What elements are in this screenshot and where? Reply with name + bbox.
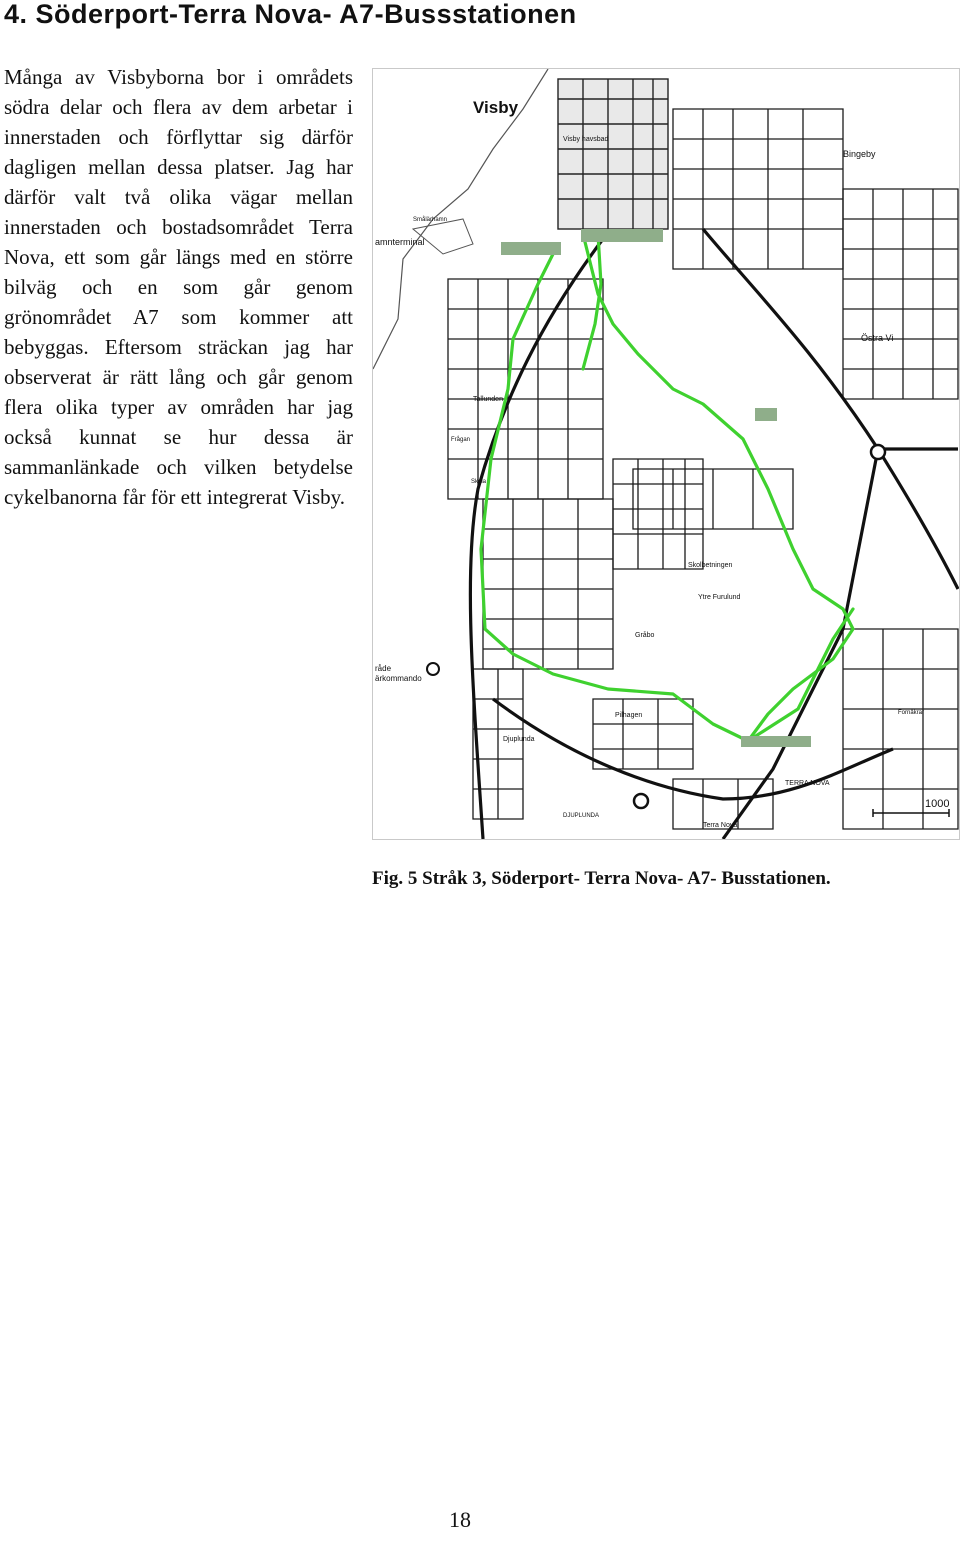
map-label-tallunden: Tallunden bbox=[473, 396, 503, 403]
map-label-djuplunda: Djuplunda bbox=[503, 736, 535, 743]
map-label-pilhagen: Pilhagen bbox=[615, 712, 643, 719]
map-label-arkommando: ärkommando bbox=[375, 674, 422, 683]
body-paragraph: Många av Visbyborna bor i områdets södra delar och flera av dem arbetar i innerstaden och förflyttar sig därför dagligen mellan dessa platser. Jag har därför valt två olika vägar mellan innerstaden och bostadsområdet Terra Nova, ett som går längs med en större bilväg och en som går genom grönområdet A7 som kommer att bebyggas. Eftersom sträckan jag har observerat är rätt lång och går genom flera olika typer av områden har jag också kunnat se hur dessa är sammanlänkade och vilken betydelse cykelbanorna får för ett integrerat Visby. bbox=[4, 65, 353, 509]
roundabout-west bbox=[427, 663, 439, 675]
scale-label: 1000 bbox=[925, 798, 950, 810]
map-label-fragan: Frågan bbox=[451, 437, 471, 443]
section-heading: 4. Söderport-Terra Nova- A7-Bussstationen bbox=[4, 0, 577, 29]
map-label-ytre-furulund: Ytre Furulund bbox=[698, 594, 741, 601]
map-label-rade: råde bbox=[375, 664, 392, 673]
scale-bar bbox=[873, 798, 949, 817]
figure-caption: Fig. 5 Stråk 3, Söderport- Terra Nova- A7- Busstationen. bbox=[372, 868, 831, 889]
map-label-bingeby: Bingeby bbox=[843, 149, 876, 159]
map-label-grabo: Gråbo bbox=[635, 632, 655, 639]
map-label-visby: Visby bbox=[473, 98, 519, 117]
map-label-terra-nova: Terra Nova bbox=[703, 822, 738, 829]
map-label-fornakrar: Fornåkrar bbox=[898, 710, 925, 716]
cycle-routes bbox=[481, 234, 853, 741]
map-label-ostra-vi: Östra Vi bbox=[861, 333, 894, 343]
map-label-skolbetningen: Skolbetningen bbox=[688, 562, 733, 569]
page-number: 18 bbox=[449, 1507, 471, 1532]
roundabout-north bbox=[871, 445, 885, 459]
map-label-visby-havsbad: Visby havsbad bbox=[563, 136, 609, 143]
map-label-amnterminal: amnterminal bbox=[375, 237, 425, 247]
map-label-smaharhamn: Smålärhamn bbox=[413, 217, 448, 223]
map-label-djuplunda-road: DJUPLUNDA bbox=[563, 813, 600, 819]
old-town-blocks bbox=[558, 79, 668, 229]
map-label-skola: Skola bbox=[471, 479, 487, 485]
roundabout-south bbox=[634, 794, 648, 808]
route-map bbox=[372, 68, 960, 840]
map-label-terra-nova-caps: TERRA NOVA bbox=[785, 780, 830, 787]
